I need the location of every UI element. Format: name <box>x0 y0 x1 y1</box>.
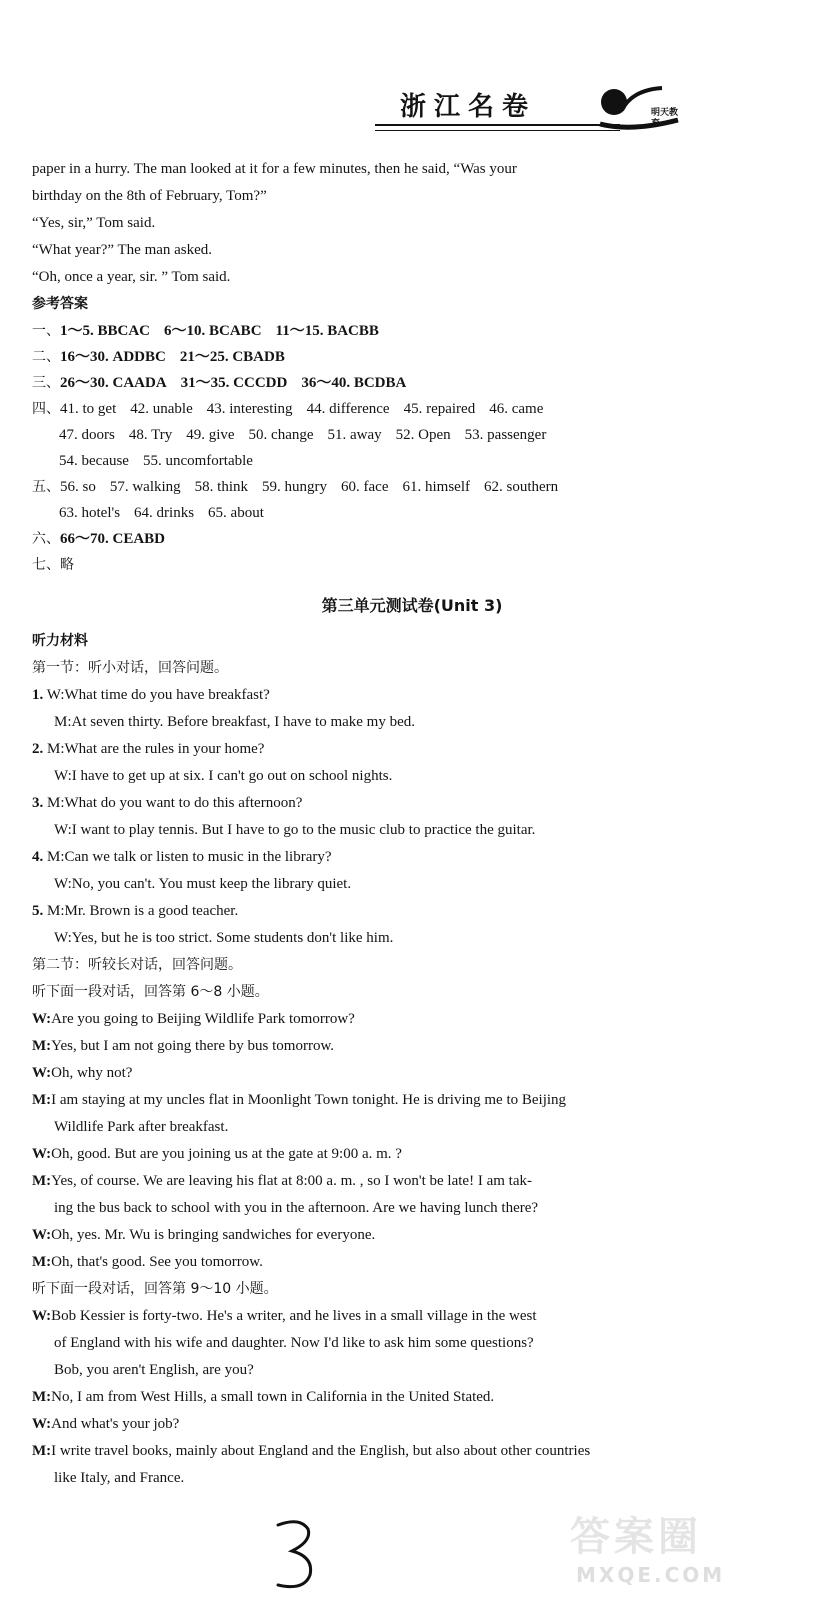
answer-item: 42. unable <box>130 401 193 417</box>
answer-section-2 <box>32 344 792 370</box>
part-heading: 第一节：听小对话，回答问题。 <box>32 660 228 676</box>
answer-item: 26～30. CAADA <box>60 375 167 391</box>
answer-item: 57. walking <box>109 479 181 495</box>
listening-heading: 听力材料 <box>32 633 88 649</box>
dialogue-line: ing the bus back to school with you in the afternoon. Are we having lunch there? <box>54 1200 539 1216</box>
watermark-logo: 答案圈 <box>570 1514 702 1560</box>
answer-item: 58. think <box>194 479 249 495</box>
section-label: 五、 <box>32 479 60 495</box>
dialogue-1 <box>32 682 792 736</box>
dialogue-line: of England with his wife and daughter. Now I'd like to ask him some questions? <box>54 1335 534 1351</box>
answer-item: 56. so <box>60 479 96 495</box>
dialogue-line: Oh, good. But are you joining us at the gate at 9:00 a. m. ? <box>51 1146 402 1162</box>
page-header <box>360 64 690 142</box>
watermark <box>570 1505 810 1600</box>
dialogue-4 <box>32 844 792 898</box>
section-label: 三、 <box>32 375 60 391</box>
answer-item: 53. passenger <box>464 427 547 443</box>
dialogue-line: W:Yes, but he is too strict. Some students don't like him. <box>54 930 394 946</box>
answer-key <box>32 318 792 578</box>
answer-item: 60. face <box>341 479 389 495</box>
logo-text: 明天教育 <box>651 108 679 129</box>
dialogue-line: M:What do you want to do this afternoon? <box>47 795 303 811</box>
dialogue-line: I am staying at my uncles flat in Moonlight Town tonight. He is driving me to Beijing <box>51 1092 567 1108</box>
question-number: 1. <box>32 687 44 703</box>
answer-item: 36～40. BCDBA <box>301 375 407 391</box>
speaker-label: W: <box>32 1227 52 1243</box>
answer-item: 略 <box>60 557 74 573</box>
speaker-label: W: <box>32 1416 52 1432</box>
dialogue-line: Oh, why not? <box>51 1065 133 1081</box>
story-line: “Oh, once a year, sir. ” Tom said. <box>32 269 231 285</box>
dialogue-line: No, I am from West Hills, a small town in California in the United Stated. <box>51 1389 495 1405</box>
conversation-2 <box>32 1303 792 1492</box>
answer-item: 11～15. BACBB <box>275 323 379 339</box>
story-line: “What year?” The man asked. <box>32 242 213 258</box>
question-number: 4. <box>32 849 44 865</box>
dialogue-line: M:Can we talk or listen to music in the library? <box>47 849 332 865</box>
dialogue-line: M:Mr. Brown is a good teacher. <box>47 903 239 919</box>
answer-section-1 <box>32 318 792 344</box>
story-line: “Yes, sir,” Tom said. <box>32 215 156 231</box>
answer-item: 44. difference <box>306 401 390 417</box>
answer-section-4-row2 <box>32 422 792 448</box>
speaker-label: M: <box>32 1389 52 1405</box>
answer-item: 52. Open <box>395 427 451 443</box>
dialogue-line: W:I want to play tennis. But I have to go to the music club to practice the guitar. <box>54 822 536 838</box>
dialogue-line: like Italy, and France. <box>54 1470 185 1486</box>
answer-item: 51. away <box>327 427 382 443</box>
answer-section-5 <box>32 474 792 500</box>
speaker-label: W: <box>32 1011 52 1027</box>
dialogue-line: Are you going to Beijing Wildlife Park tomorrow? <box>51 1011 355 1027</box>
story-line: paper in a hurry. The man looked at it for a few minutes, then he said, “Was your <box>32 161 517 177</box>
dialogue-line: Oh, that's good. See you tomorrow. <box>51 1254 263 1270</box>
speaker-label: M: <box>32 1443 52 1459</box>
unit-title: 第三单元测试卷(Unit 3) <box>321 596 503 615</box>
question-number: 3. <box>32 795 44 811</box>
dialogue-line: Wildlife Park after breakfast. <box>54 1119 229 1135</box>
speaker-label: W: <box>32 1065 52 1081</box>
answer-item: 48. Try <box>128 427 173 443</box>
dialogue-line: I write travel books, mainly about England and the English, but also about other countries <box>51 1443 591 1459</box>
dialogue-line: W:No, you can't. You must keep the library quiet. <box>54 876 352 892</box>
answer-item: 63. hotel's <box>59 505 121 521</box>
part-heading: 第二节：听较长对话，回答问题。 <box>32 957 242 973</box>
answer-item: 43. interesting <box>206 401 293 417</box>
answer-section-5-row2 <box>32 500 792 526</box>
conversation-intro: 听下面一段对话，回答第 9～10 小题。 <box>32 1281 278 1297</box>
answer-item: 46. came <box>489 401 544 417</box>
answer-item: 49. give <box>186 427 235 443</box>
answer-item: 50. change <box>248 427 314 443</box>
conversation-1 <box>32 1006 792 1276</box>
header-rule-thin <box>375 130 620 131</box>
answer-item: 45. repaired <box>403 401 476 417</box>
dialogue-line: Yes, but I am not going there by bus tomorrow. <box>51 1038 335 1054</box>
dialogue-line: Bob Kessier is forty-two. He's a writer, and he lives in a small village in the west <box>51 1308 537 1324</box>
story-line: birthday on the 8th of February, Tom?” <box>32 188 267 204</box>
answer-section-7 <box>32 552 792 578</box>
dialogue-line: And what's your job? <box>51 1416 180 1432</box>
answer-item: 65. about <box>208 505 264 521</box>
answer-item: 31～35. CCCDD <box>180 375 288 391</box>
answer-section-3 <box>32 370 792 396</box>
section-label: 四、 <box>32 401 60 417</box>
dialogue-2 <box>32 736 792 790</box>
speaker-label: M: <box>32 1254 52 1270</box>
answer-item: 62. southern <box>483 479 559 495</box>
speaker-label: M: <box>32 1038 52 1054</box>
answer-item: 21～25. CBADB <box>179 349 285 365</box>
speaker-label: M: <box>32 1092 52 1108</box>
answer-item: 59. hungry <box>262 479 328 495</box>
answer-section-4 <box>32 396 792 422</box>
watermark-url: MXQE.COM <box>576 1563 726 1587</box>
conversation-intro: 听下面一段对话，回答第 6～8 小题。 <box>32 984 269 1000</box>
story-text <box>32 156 792 291</box>
dialogue-line: Oh, yes. Mr. Wu is bringing sandwiches for everyone. <box>51 1227 376 1243</box>
answer-item: 1～5. BBCAC <box>60 323 151 339</box>
page-number-handwritten <box>270 1515 320 1595</box>
dialogue-line: M:At seven thirty. Before breakfast, I have to make my bed. <box>54 714 415 730</box>
answer-item: 64. drinks <box>134 505 195 521</box>
dialogue-line: Yes, of course. We are leaving his flat at 8:00 a. m. , so I won't be late! I am tak- <box>51 1173 532 1189</box>
listening-material <box>32 628 792 1492</box>
answer-item: 66～70. CEABD <box>60 531 166 547</box>
section-label: 一、 <box>32 323 60 339</box>
speaker-label: W: <box>32 1308 52 1324</box>
answers-heading: 参考答案 <box>32 296 88 312</box>
speaker-label: W: <box>32 1146 52 1162</box>
section-label: 六、 <box>32 531 60 547</box>
dialogue-line: W:I have to get up at six. I can't go out on school nights. <box>54 768 393 784</box>
section-label: 二、 <box>32 349 60 365</box>
question-number: 5. <box>32 903 44 919</box>
answer-item: 16～30. ADDBC <box>60 349 166 365</box>
dialogue-line: W:What time do you have breakfast? <box>46 687 270 703</box>
answer-item: 6～10. BCABC <box>164 323 262 339</box>
question-number: 2. <box>32 741 44 757</box>
answer-section-6 <box>32 526 792 552</box>
dialogue-5 <box>32 898 792 952</box>
answer-section-4-row3 <box>32 448 792 474</box>
answer-item: 54. because <box>59 453 129 469</box>
section-label: 七、 <box>32 557 60 573</box>
speaker-label: M: <box>32 1173 52 1189</box>
dialogue-line: Bob, you aren't English, are you? <box>54 1362 254 1378</box>
answer-item: 41. to get <box>60 401 117 417</box>
answer-item: 47. doors <box>59 427 115 443</box>
dialogue-line: M:What are the rules in your home? <box>47 741 265 757</box>
answer-item: 55. uncomfortable <box>142 453 253 469</box>
dialogue-3 <box>32 790 792 844</box>
header-title: 浙江名卷 <box>400 92 537 122</box>
answer-item: 61. himself <box>402 479 470 495</box>
page-content <box>32 156 792 1492</box>
header-rule <box>375 124 620 126</box>
